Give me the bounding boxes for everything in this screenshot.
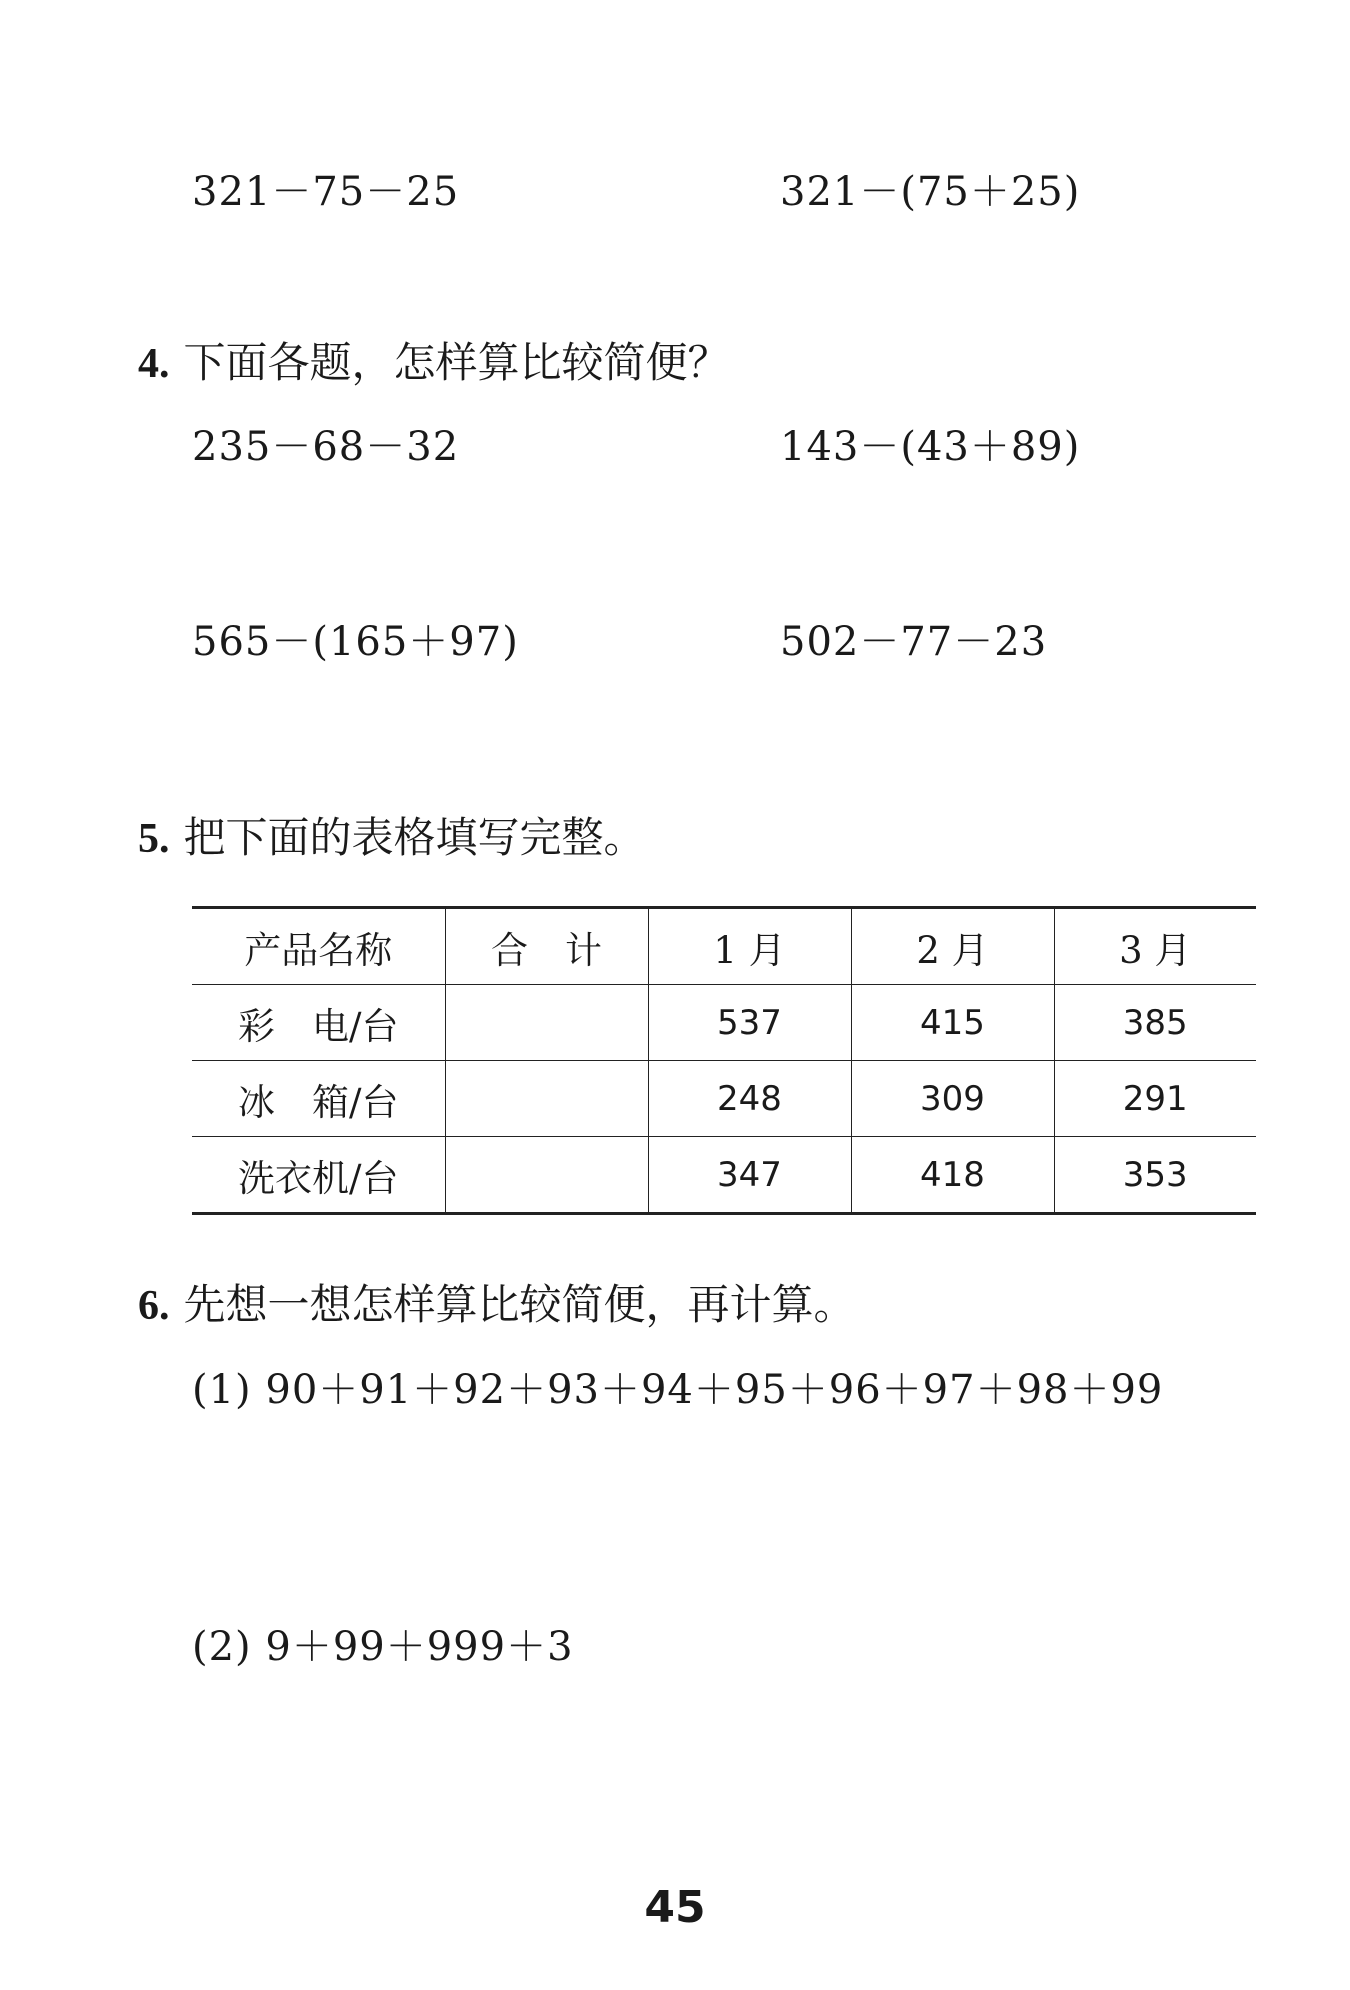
q6-title	[138, 1272, 856, 1332]
row-total-blank	[445, 1061, 648, 1137]
q4-expression-4: 502－77－23	[780, 619, 1048, 665]
row-total-blank	[445, 985, 648, 1061]
row-month-3-value: 385	[1054, 985, 1256, 1061]
q4-expression-1: 235－68－32	[192, 424, 460, 470]
sales-table	[192, 906, 1256, 1215]
q6-item-2	[192, 1615, 574, 1672]
q3-expression-right: 321－(75＋25)	[780, 169, 1081, 215]
row-month-2-value: 418	[851, 1137, 1054, 1214]
q5-title-text: 把下面的表格填写完整。	[183, 813, 646, 862]
q4-number: 4.	[138, 341, 170, 387]
q4-title-text: 下面各题，怎样算比较简便？	[183, 338, 730, 387]
row-month-1-value: 537	[648, 985, 851, 1061]
q6-item-2-label: (2)	[192, 1624, 252, 1670]
table-row	[192, 1061, 1256, 1137]
row-month-2-value: 309	[851, 1061, 1054, 1137]
q3-expression-left: 321－75－25	[192, 169, 460, 215]
q4-title	[138, 330, 730, 390]
q5-title	[138, 805, 646, 865]
row-month-3-value: 291	[1054, 1061, 1256, 1137]
header-month-2: 2 月	[851, 908, 1054, 985]
table-header-row	[192, 908, 1256, 985]
row-total-blank	[445, 1137, 648, 1214]
q6-item-2-expression: 9＋99＋999＋3	[265, 1624, 574, 1670]
row-product-name: 洗衣机/台	[192, 1137, 445, 1214]
page-number: 45	[644, 1882, 706, 1933]
q4-expression-2: 143－(43＋89)	[780, 424, 1081, 470]
row-month-2-value: 415	[851, 985, 1054, 1061]
row-month-1-value: 347	[648, 1137, 851, 1214]
q5-number: 5.	[138, 816, 170, 862]
q4-expression-3: 565－(165＋97)	[192, 619, 519, 665]
q6-title-text: 先想一想怎样算比较简便，再计算。	[183, 1280, 856, 1329]
row-product-name: 彩 电/台	[192, 985, 445, 1061]
table-row	[192, 985, 1256, 1061]
q6-item-1-label: (1)	[192, 1367, 252, 1413]
row-product-name: 冰 箱/台	[192, 1061, 445, 1137]
q6-item-1	[192, 1358, 1163, 1415]
header-product-name: 产品名称	[192, 908, 445, 985]
row-month-3-value: 353	[1054, 1137, 1256, 1214]
q6-number: 6.	[138, 1283, 170, 1329]
table-row	[192, 1137, 1256, 1214]
header-month-1: 1 月	[648, 908, 851, 985]
row-month-1-value: 248	[648, 1061, 851, 1137]
header-month-3: 3 月	[1054, 908, 1256, 985]
header-total: 合 计	[445, 908, 648, 985]
q6-item-1-expression: 90＋91＋92＋93＋94＋95＋96＋97＋98＋99	[265, 1367, 1164, 1413]
